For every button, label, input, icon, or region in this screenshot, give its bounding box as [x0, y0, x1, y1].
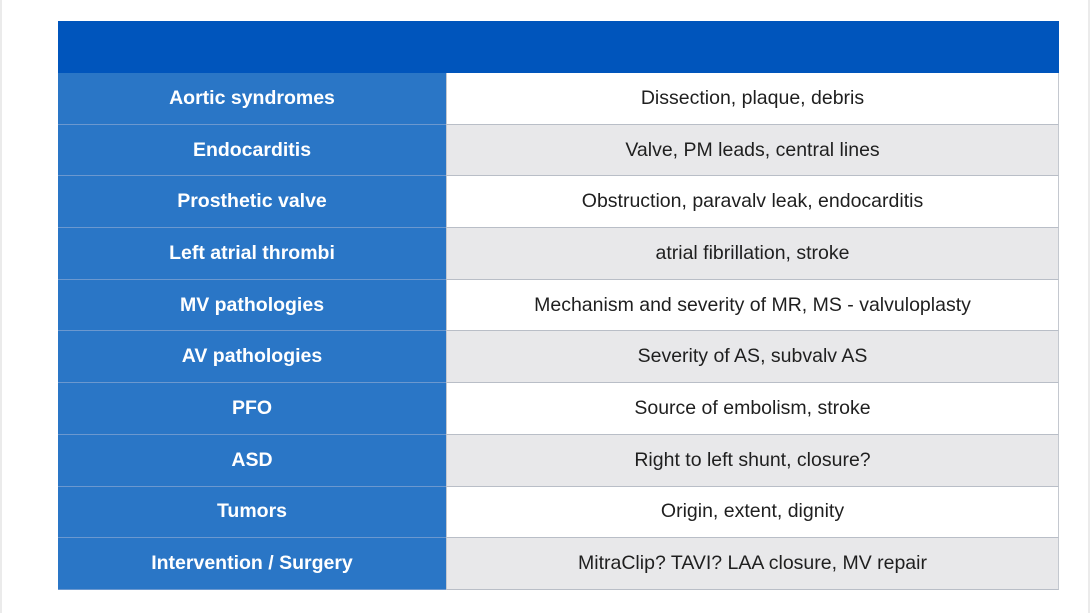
row-label: Endocarditis [58, 125, 446, 177]
table-row [58, 487, 1059, 539]
table-header-bar [58, 21, 1059, 73]
row-label: ASD [58, 435, 446, 487]
row-value: Obstruction, paravalv leak, endocarditis [446, 176, 1059, 228]
row-label: Aortic syndromes [58, 73, 446, 125]
row-label: Left atrial thrombi [58, 228, 446, 280]
table-body [58, 73, 1059, 590]
row-value: Dissection, plaque, debris [446, 73, 1059, 125]
indications-table [58, 21, 1059, 590]
row-value: atrial fibrillation, stroke [446, 228, 1059, 280]
row-value: Mechanism and severity of MR, MS - valvuloplasty [446, 280, 1059, 332]
row-value: MitraClip? TAVI? LAA closure, MV repair [446, 538, 1059, 590]
table-row [58, 538, 1059, 590]
table-row [58, 331, 1059, 383]
row-value: Origin, extent, dignity [446, 487, 1059, 539]
table-row [58, 383, 1059, 435]
table-row [58, 125, 1059, 177]
row-label: Intervention / Surgery [58, 538, 446, 590]
row-value: Right to left shunt, closure? [446, 435, 1059, 487]
row-value: Valve, PM leads, central lines [446, 125, 1059, 177]
table-row [58, 435, 1059, 487]
table-row [58, 73, 1059, 125]
table-row [58, 228, 1059, 280]
row-value: Severity of AS, subvalv AS [446, 331, 1059, 383]
row-label: PFO [58, 383, 446, 435]
row-value: Source of embolism, stroke [446, 383, 1059, 435]
row-label: MV pathologies [58, 280, 446, 332]
row-label: Tumors [58, 487, 446, 539]
table-row [58, 280, 1059, 332]
slide-edge-left [0, 0, 2, 613]
table-row [58, 176, 1059, 228]
row-label: Prosthetic valve [58, 176, 446, 228]
row-label: AV pathologies [58, 331, 446, 383]
